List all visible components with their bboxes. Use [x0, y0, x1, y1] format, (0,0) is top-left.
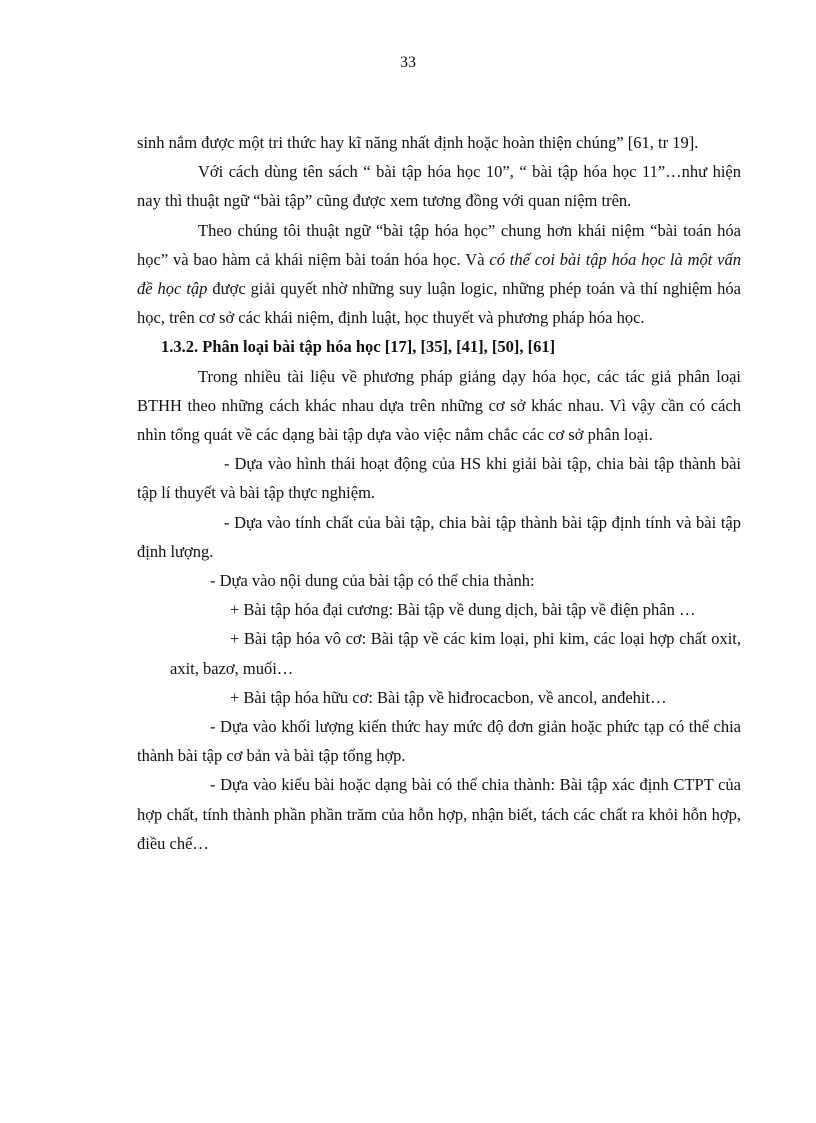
bullet-nature: - Dựa vào tính chất của bài tập, chia bài tập thành bài tập định tính và bài tập định lượng. — [137, 512, 741, 561]
body-text — [137, 128, 741, 858]
definition-emphasis: có thể coi bài tập hóa học là một vấn đề học tập — [137, 249, 741, 299]
definition-text-start: Theo chúng tôi thuật ngữ “bài tập hóa học” chung hơn khái niệm “bài toán hóa học” và bao hàm cả khái niệm bài toán hóa học. Và — [137, 220, 741, 269]
section-heading: 1.3.2. Phân loại bài tập hóa học [17], [35], [41], [50], [61] — [161, 337, 556, 357]
definition-text-end: được giải quyết nhờ những suy luận logic, những phép toán và thí nghiệm hóa học, trên cơ sở các khái niệm, định luật, học thuyết và phương pháp hóa học. — [137, 279, 741, 328]
bullet-knowledge-volume: - Dựa vào khối lượng kiến thức hay mức độ đơn giản hoặc phức tạp có thể chia thành bài tập cơ bản và bài tập tổng hợp. — [137, 717, 741, 766]
bullet-activity-form: - Dựa vào hình thái hoạt động của HS khi giải bài tập, chia bài tập thành bài tập lí thuyết và bài tập thực nghiệm. — [137, 454, 741, 503]
sub-bullet-organic: + Bài tập hóa hữu cơ: Bài tập về hiđrocacbon, về ancol, anđehit… — [230, 687, 667, 707]
sub-bullet-general: + Bài tập hóa đại cương: Bài tập về dung dịch, bài tập về điện phân … — [230, 600, 696, 620]
page-number: 33 — [400, 54, 416, 71]
sub-bullet-inorganic: + Bài tập hóa vô cơ: Bài tập về các kim loại, phi kim, các loại hợp chất oxit, axit, bazơ, muối… — [170, 629, 741, 678]
paragraph-book-titles: Với cách dùng tên sách “ bài tập hóa học 10”, “ bài tập hóa học 11”…như hiện nay thì thuật ngữ “bài tập” cũng được xem tương đồng với quan niệm trên. — [137, 162, 741, 211]
bullet-content: - Dựa vào nội dung của bài tập có thể chia thành: — [210, 571, 535, 591]
paragraph-definition — [137, 216, 741, 333]
bullet-exercise-type: - Dựa vào kiểu bài hoặc dạng bài có thể chia thành: Bài tập xác định CTPT của hợp chất, tính thành phần phần trăm của hỗn hợp, nhận biết, tách các chất ra khỏi hỗn hợp, điều chế… — [137, 775, 741, 853]
paragraph-continuation: sinh nắm được một tri thức hay kĩ năng nhất định hoặc hoàn thiện chúng” [61, tr 19]. — [137, 133, 699, 152]
paragraph-classification-intro: Trong nhiều tài liệu về phương pháp giảng dạy hóa học, các tác giả phân loại BTHH theo những cách khác nhau dựa trên những cơ sở khác nhau. Vì vậy cần có cách nhìn tổng quát về các dạng bài tập dựa vào việc nắm chắc các cơ sở phân loại. — [137, 366, 741, 445]
